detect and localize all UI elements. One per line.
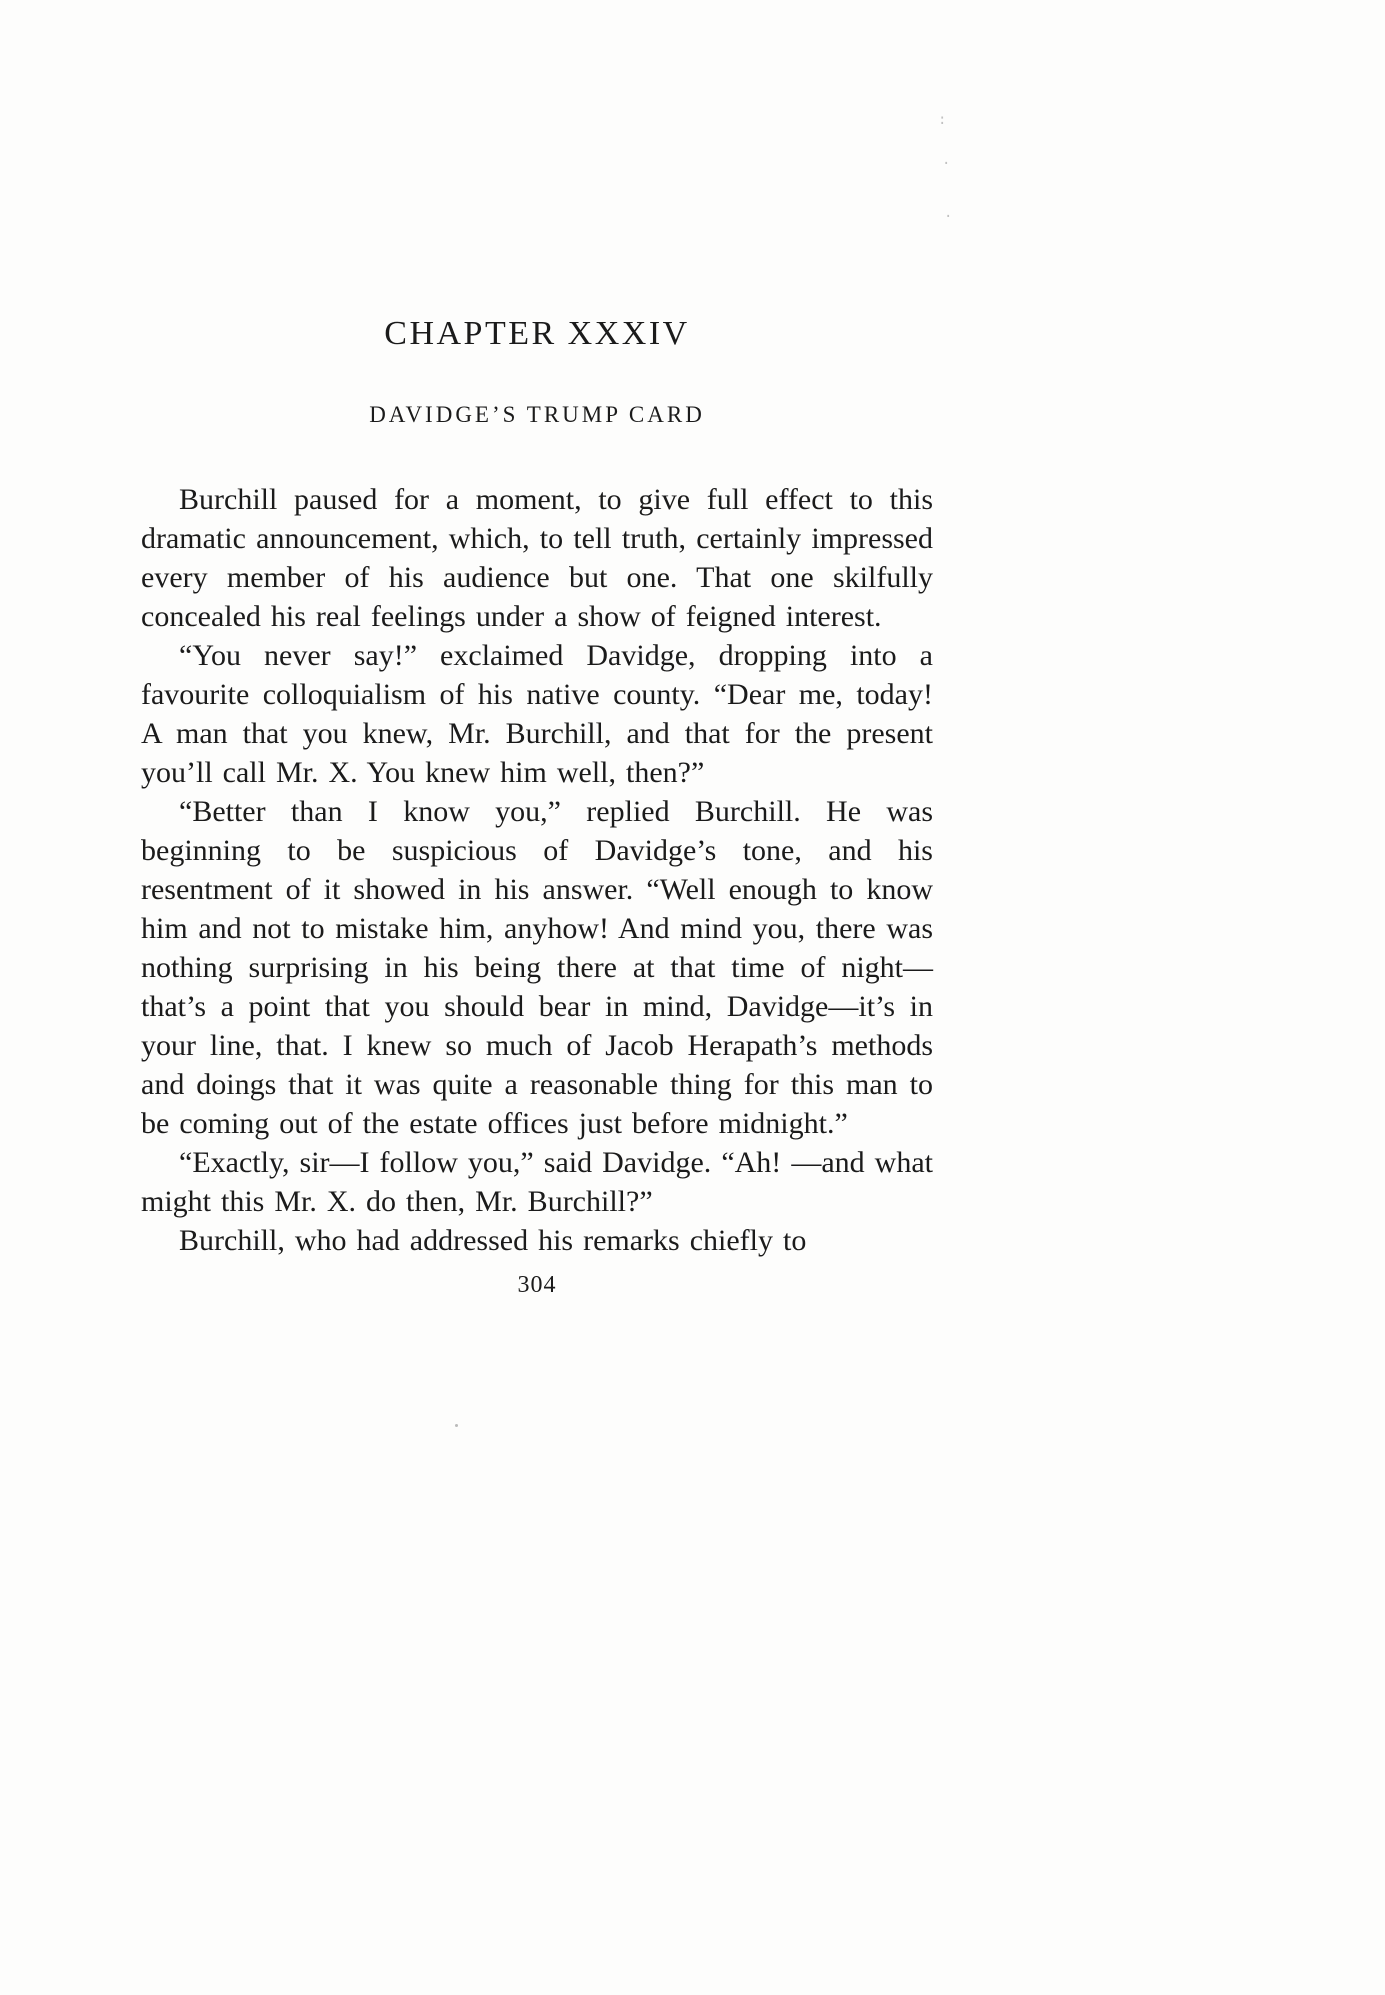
scan-artifact: : (938, 112, 947, 128)
scan-artifact: . (944, 205, 953, 221)
paragraph: “Better than I know you,” replied Burchill. He was beginning to be suspicious of Davidge’s tone, and his resentment of it showed in his answer. “Well enough to know him and not to mistake him, anyhow! And mind you, there was nothing surprising in his being there at that time of night—that’s a point that you should bear in mind, Davidge—it’s in your line, that. I knew so much of Jacob Herapath’s methods and doings that it was quite a reasonable thing for this man to be coming out of the estate offices just before midnight.” (141, 794, 933, 1140)
paragraph: “You never say!” exclaimed Davidge, dropping into a favourite colloquialism of his native county. “Dear me, today! A man that you knew, Mr. Burchill, and that for the present you’ll call Mr. X. You knew him well, then?” (141, 638, 933, 789)
paragraph: Burchill paused for a moment, to give full effect to this dramatic announcement, which, to tell truth, certainly impressed every member of his audience but one. That one skilfully concealed his real feelings under a show of feigned interest. (141, 482, 933, 633)
book-page (141, 0, 933, 1299)
page-number: 304 (517, 1271, 557, 1298)
body-text (141, 480, 933, 1260)
paragraph: Burchill, who had addressed his remarks chiefly to (179, 1223, 807, 1257)
paragraph: “Exactly, sir—I follow you,” said Davidge. “Ah! —and what might this Mr. X. do then, Mr. Burchill?” (141, 1145, 933, 1218)
chapter-subtitle: DAVIDGE’S TRUMP CARD (369, 402, 705, 428)
scan-artifact (455, 1424, 458, 1427)
chapter-title: CHAPTER XXXIV (384, 315, 690, 352)
scan-artifact: . (942, 152, 951, 168)
